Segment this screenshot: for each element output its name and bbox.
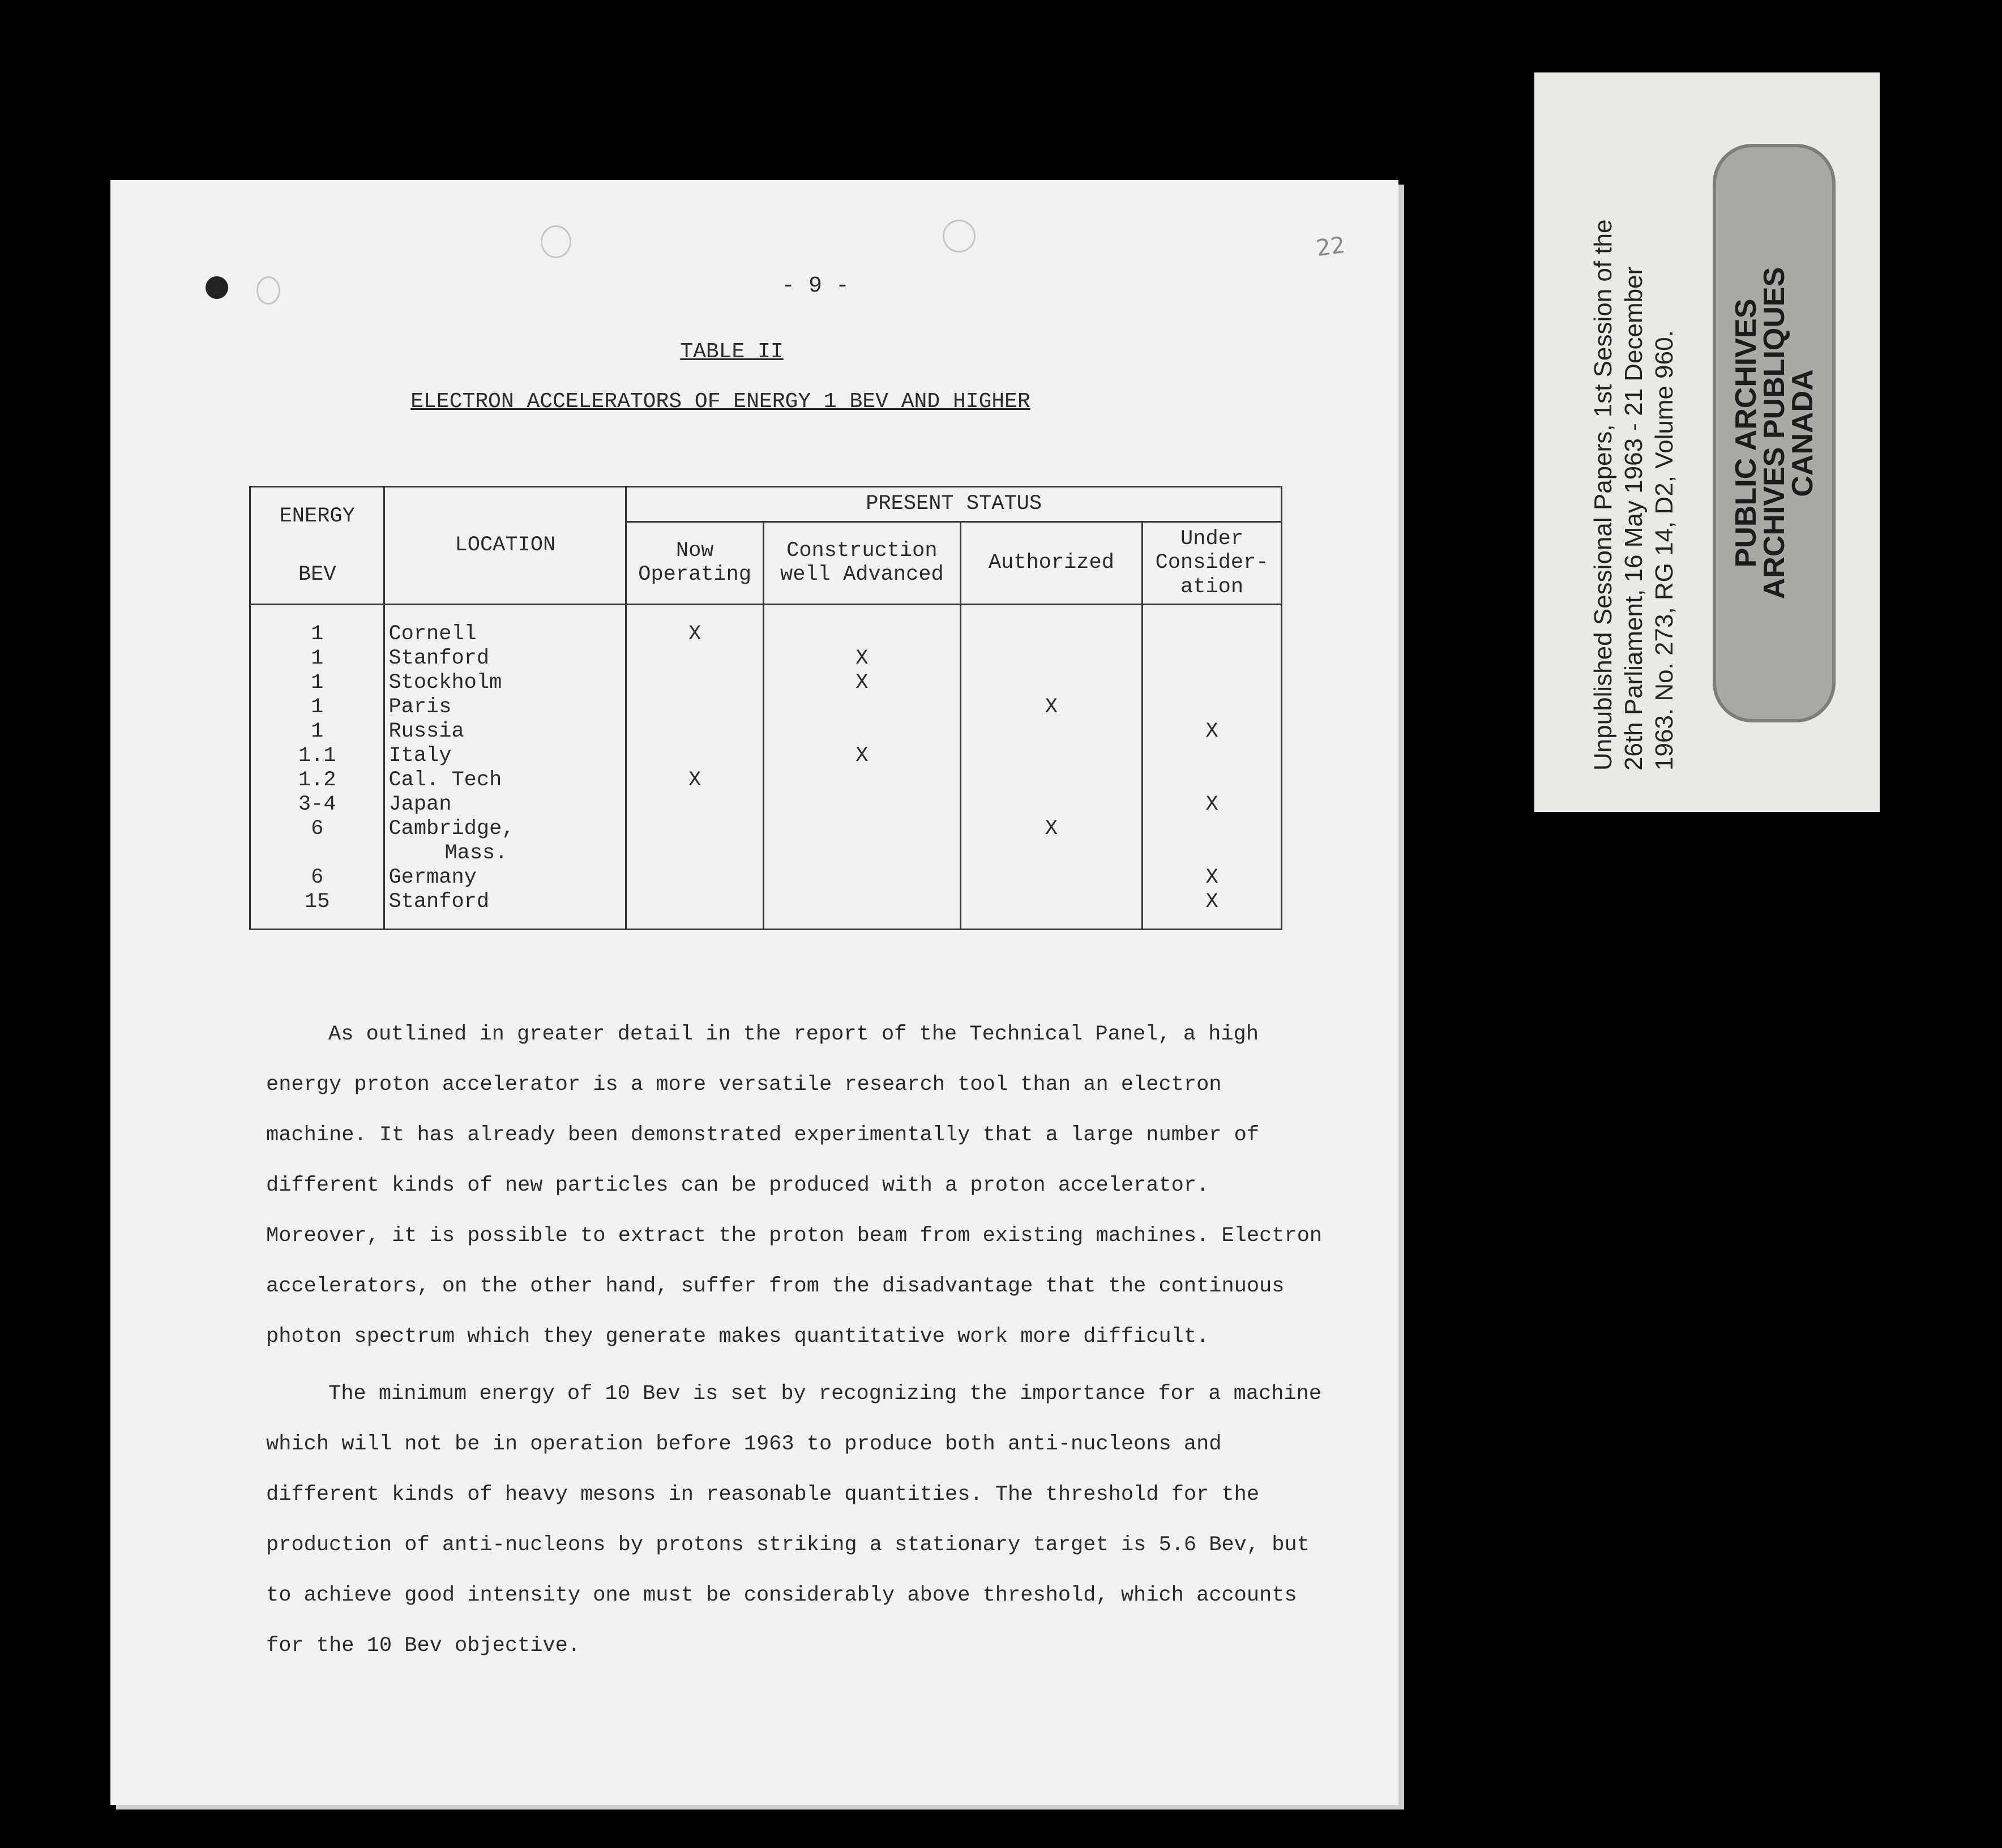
table-row xyxy=(250,841,1282,866)
location-cell: Cambridge, xyxy=(384,817,626,841)
construction-cell xyxy=(764,817,961,841)
table-row xyxy=(250,890,1282,930)
now-operating-cell xyxy=(626,744,764,768)
document-page xyxy=(110,180,1398,1805)
under-consideration-cell: X xyxy=(1143,720,1282,744)
location-cell: Russia xyxy=(384,720,626,744)
now-operating-cell xyxy=(626,841,764,866)
authorized-cell xyxy=(960,768,1142,793)
stamp-line: CANADA xyxy=(1786,369,1819,497)
construction-cell: X xyxy=(764,647,961,671)
energy-header-unit: BEV xyxy=(298,562,336,587)
authorized-cell xyxy=(960,866,1142,890)
table-row xyxy=(250,720,1282,744)
construction-cell xyxy=(764,768,961,793)
stamp-line: PUBLIC ARCHIVES xyxy=(1729,298,1763,568)
location-cell: Stanford xyxy=(384,890,626,930)
authorized-cell xyxy=(960,605,1142,647)
construction-cell xyxy=(764,695,961,720)
authorized-cell xyxy=(960,890,1142,930)
table-row xyxy=(250,866,1282,890)
binder-hole xyxy=(541,225,571,258)
body-paragraph-1 xyxy=(266,1009,1331,1362)
authorized-cell xyxy=(960,793,1142,817)
archive-citation xyxy=(1588,114,1680,771)
now-operating-cell xyxy=(626,671,764,695)
energy-cell: 1.2 xyxy=(250,768,384,793)
now-operating-cell: X xyxy=(626,768,764,793)
energy-cell: 1.1 xyxy=(250,744,384,768)
under-consideration-cell xyxy=(1143,695,1282,720)
table-row xyxy=(250,817,1282,841)
accelerator-table xyxy=(249,486,1282,930)
construction-cell xyxy=(764,841,961,866)
table-subtitle: ELECTRON ACCELERATORS OF ENERGY 1 BEV AND HIGHER xyxy=(410,390,1030,414)
now-operating-cell xyxy=(626,695,764,720)
under-consideration-cell xyxy=(1143,768,1282,793)
location-cell: Paris xyxy=(384,695,626,720)
energy-cell: 1 xyxy=(250,605,384,647)
location-cell: Cornell xyxy=(384,605,626,647)
construction-cell xyxy=(764,605,961,647)
citation-line: Unpublished Sessional Papers, 1st Session of the xyxy=(1589,219,1617,771)
under-consideration-cell xyxy=(1143,744,1282,768)
authorized-cell xyxy=(960,671,1142,695)
energy-cell: 1 xyxy=(250,671,384,695)
archive-label xyxy=(1534,72,1880,812)
body-paragraph-2 xyxy=(266,1369,1331,1671)
stamp-line: ARCHIVES PUBLIQUES xyxy=(1757,267,1791,600)
under-consideration-cell xyxy=(1143,605,1282,647)
status-header-construction: Construction well Advanced xyxy=(764,521,961,605)
authorized-cell: X xyxy=(960,695,1142,720)
now-operating-cell xyxy=(626,817,764,841)
location-cell: Italy xyxy=(384,744,626,768)
energy-header xyxy=(250,487,384,605)
paragraph-text: As outlined in greater detail in the report of the Technical Panel, a high energy proton accelerator is a more versatile research tool than an electron machine. It has already been demonstrated experimentally that a large number of different kinds of new particles can be produced with a proton accelerator. Moreover, it is possible to extract the proton beam from existing machines. Electron accelerators, on the other hand, suffer from the disadvantage that the continuous photon spectrum which they generate makes quantitative work more difficult. xyxy=(266,1023,1323,1349)
now-operating-cell xyxy=(626,720,764,744)
present-status-header: PRESENT STATUS xyxy=(626,487,1282,522)
location-cell: Mass. xyxy=(384,841,626,866)
authorized-cell xyxy=(960,647,1142,671)
location-cell: Japan xyxy=(384,793,626,817)
under-consideration-cell xyxy=(1143,647,1282,671)
citation-line: 26th Parliament, 16 May 1963 - 21 December xyxy=(1620,266,1648,771)
under-consideration-cell xyxy=(1143,841,1282,866)
construction-cell xyxy=(764,720,961,744)
location-cell: Cal. Tech xyxy=(384,768,626,793)
binder-hole xyxy=(256,276,280,305)
under-consideration-cell: X xyxy=(1143,890,1282,930)
construction-cell xyxy=(764,793,961,817)
authorized-cell xyxy=(960,720,1142,744)
energy-cell: 1 xyxy=(250,647,384,671)
construction-cell: X xyxy=(764,671,961,695)
under-consideration-cell: X xyxy=(1143,793,1282,817)
now-operating-cell xyxy=(626,890,764,930)
construction-cell xyxy=(764,890,961,930)
construction-cell: X xyxy=(764,744,961,768)
location-cell: Stockholm xyxy=(384,671,626,695)
binder-hole xyxy=(943,220,976,253)
now-operating-cell xyxy=(626,793,764,817)
energy-header-label: ENERGY xyxy=(279,504,355,529)
handwritten-page-number: 22 xyxy=(1315,232,1347,262)
table-row xyxy=(250,647,1282,671)
now-operating-cell: X xyxy=(626,605,764,647)
page-number: - 9 - xyxy=(781,273,850,299)
paragraph-text: The minimum energy of 10 Bev is set by recognizing the importance for a machine which will not be in operation before 1963 to produce both anti-nucleons and different kinds of heavy mesons in reasonable quantities. The threshold for the production of anti-nucleons by protons striking a stationary target is 5.6 Bev, but to achieve good intensity one must be considerably above threshold, which accounts for the 10 Bev objective. xyxy=(266,1382,1322,1658)
archives-stamp xyxy=(1713,144,1836,722)
status-header-under-consideration: Under Consider-ation xyxy=(1143,521,1282,605)
table-row xyxy=(250,695,1282,720)
energy-cell: 1 xyxy=(250,720,384,744)
table-row xyxy=(250,744,1282,768)
under-consideration-cell xyxy=(1143,817,1282,841)
table-row xyxy=(250,605,1282,647)
location-cell: Stanford xyxy=(384,647,626,671)
table-row xyxy=(250,671,1282,695)
energy-cell: 3-4 xyxy=(250,793,384,817)
energy-cell xyxy=(250,841,384,866)
status-header-now-operating: Now Operating xyxy=(626,521,764,605)
authorized-cell: X xyxy=(960,817,1142,841)
energy-cell: 15 xyxy=(250,890,384,930)
now-operating-cell xyxy=(626,866,764,890)
table-row xyxy=(250,768,1282,793)
archive-label-content xyxy=(1548,91,1866,793)
under-consideration-cell: X xyxy=(1143,866,1282,890)
table-title: TABLE II xyxy=(680,340,784,364)
punch-mark xyxy=(206,276,228,299)
authorized-cell xyxy=(960,841,1142,866)
status-header-authorized: Authorized xyxy=(960,521,1142,605)
under-consideration-cell xyxy=(1143,671,1282,695)
now-operating-cell xyxy=(626,647,764,671)
energy-cell: 6 xyxy=(250,866,384,890)
authorized-cell xyxy=(960,744,1142,768)
table-row xyxy=(250,793,1282,817)
location-header: LOCATION xyxy=(384,487,626,605)
energy-cell: 6 xyxy=(250,817,384,841)
energy-cell: 1 xyxy=(250,695,384,720)
location-cell: Germany xyxy=(384,866,626,890)
citation-line: 1963. No. 273, RG 14, D2, Volume 960. xyxy=(1650,330,1678,771)
construction-cell xyxy=(764,866,961,890)
